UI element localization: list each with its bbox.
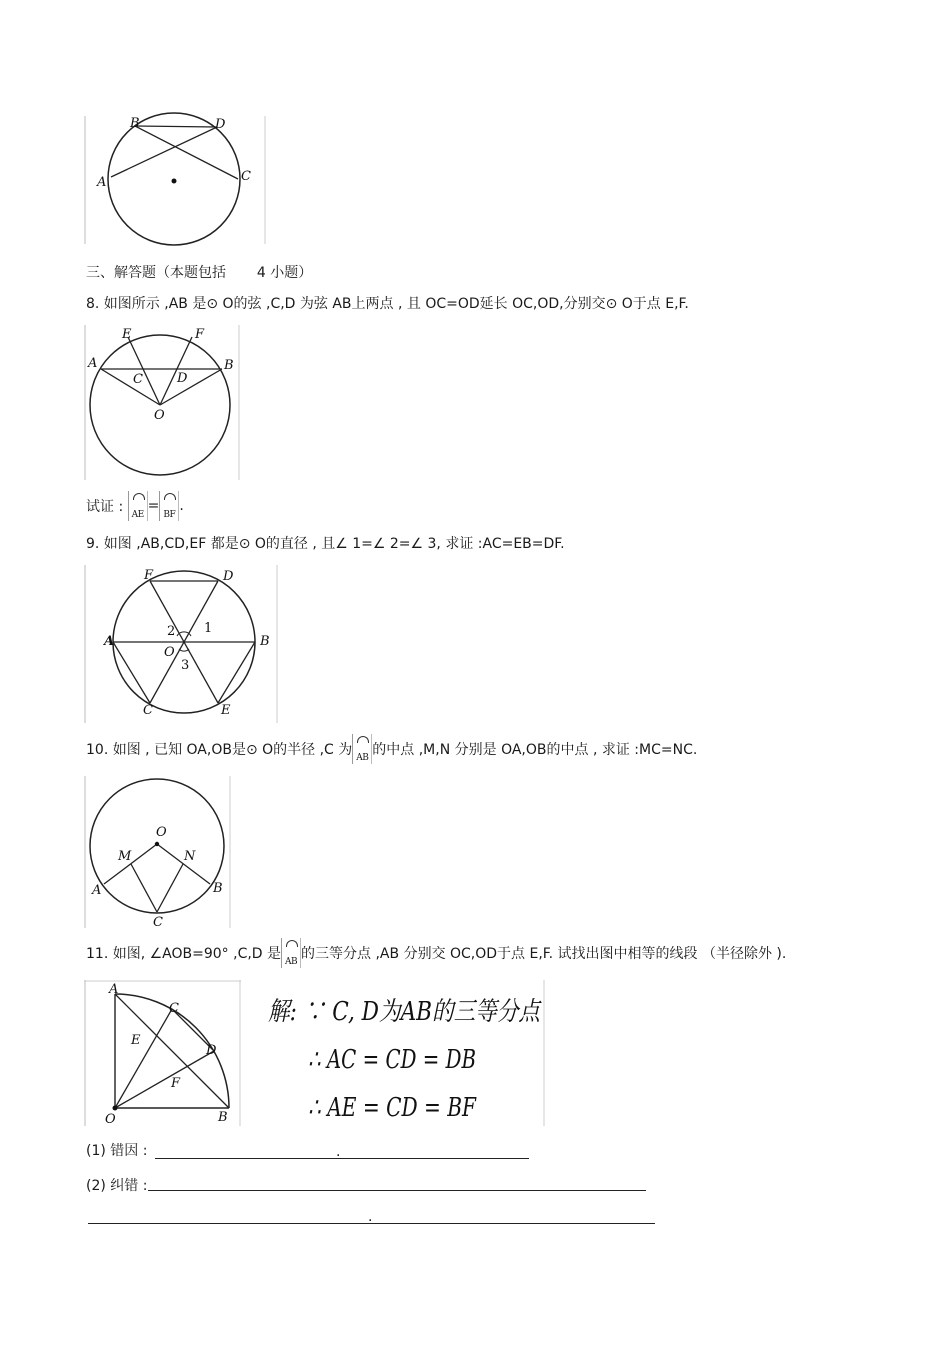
equals-sign: = — [147, 498, 160, 514]
figure-q8-svg — [84, 325, 240, 480]
figure-q7-svg — [84, 116, 266, 244]
label-c: C — [143, 703, 153, 718]
label-o: O — [156, 825, 167, 840]
label-d: D — [223, 569, 234, 584]
handwriting-line-3: ∴ AE = CD = BF — [308, 1093, 477, 1123]
label-c: C — [169, 1001, 179, 1016]
reason-blank-line[interactable] — [155, 1158, 529, 1159]
figure-q8 — [84, 325, 240, 480]
period: . — [179, 498, 184, 514]
figure-q11 — [84, 980, 241, 1126]
label-a: A — [104, 634, 115, 649]
arc-ab: AB — [352, 734, 372, 764]
section-heading — [86, 264, 312, 282]
figure-q7 — [84, 116, 266, 244]
section-count: 4 小题） — [256, 265, 313, 281]
arc-ab: AB — [281, 938, 301, 968]
label-1: 1 — [204, 621, 213, 636]
handwriting-line-2: ∴ AC = CD = DB — [308, 1045, 476, 1075]
label-o: O — [105, 1112, 116, 1127]
label-2: 2 — [167, 624, 176, 639]
label-b: B — [224, 358, 234, 373]
handwritten-solution — [242, 980, 545, 1126]
label-e: E — [131, 1033, 141, 1048]
correction-blank-line-1[interactable] — [148, 1190, 646, 1191]
label-m: M — [118, 849, 132, 864]
arc-cap-icon — [164, 493, 176, 500]
label-c: C — [241, 169, 251, 184]
handwriting-line-1: 解: ∵ C, D为AB的三等分点 — [268, 997, 543, 1027]
question-9-text: 9. 如图 ,AB,CD,EF 都是⊙ O的直径 , 且∠ 1=∠ 2=∠ 3, 求证 :AC=EB=DF. — [86, 536, 565, 552]
label-o: O — [154, 408, 165, 423]
arc-ae: AE — [128, 491, 148, 521]
reason-label: (1) 错因 : — [86, 1143, 148, 1159]
label-f: F — [195, 327, 205, 342]
label-c: C — [133, 372, 143, 387]
arc-cap-icon — [286, 940, 298, 947]
label-d: D — [215, 117, 226, 132]
question-11-text: 11. 如图, ∠AOB=90° ,C,D 是 AB 的三等分点 ,AB 分别交 OC,OD于点 E,F. 试找出图中相等的线段 （半径除外 ). — [86, 938, 786, 970]
reason-dot: . — [336, 1144, 341, 1160]
figure-q11-svg — [84, 980, 241, 1126]
prove-prefix: 试证 : — [86, 499, 124, 515]
label-a: A — [88, 356, 98, 371]
label-d: D — [177, 371, 188, 386]
correction-dot: . — [368, 1209, 373, 1225]
label-o: O — [164, 645, 175, 660]
question-8-text: 8. 如图所示 ,AB 是⊙ O的弦 ,C,D 为弦 AB上两点 , 且 OC=OD延长 OC,OD,分别交⊙ O于点 E,F. — [86, 296, 689, 312]
q8-proof-line — [86, 491, 184, 523]
figure-q10-svg — [84, 776, 231, 928]
arc-cap-icon — [357, 736, 369, 743]
label-b: B — [213, 881, 223, 896]
handwritten-solution-svg — [242, 980, 545, 1126]
label-b: B — [260, 634, 270, 649]
arc-cap-icon — [133, 493, 145, 500]
label-e: E — [221, 703, 231, 718]
label-d: D — [206, 1043, 217, 1058]
label-b: B — [218, 1110, 228, 1125]
label-f: F — [171, 1076, 181, 1091]
label-a: A — [92, 883, 102, 898]
label-n: N — [184, 849, 196, 864]
figure-q10 — [84, 776, 231, 928]
label-a: A — [109, 982, 119, 997]
arc-bf: BF — [159, 491, 179, 521]
label-e: E — [122, 327, 132, 342]
label-3: 3 — [181, 658, 190, 673]
figure-q9 — [84, 565, 278, 723]
label-f: F — [144, 568, 154, 583]
correction-label: (2) 纠错 : — [86, 1178, 148, 1194]
label-b: B — [130, 116, 140, 131]
figure-q9-svg — [84, 565, 278, 723]
label-a: A — [97, 175, 107, 190]
label-c: C — [153, 915, 163, 930]
section-title: 三、解答题（本题包括 — [86, 265, 226, 281]
question-10-text: 10. 如图 , 已知 OA,OB是⊙ O的半径 ,C 为 AB 的中点 ,M,N 分别是 OA,OB的中点 , 求证 :MC=NC. — [86, 734, 697, 766]
